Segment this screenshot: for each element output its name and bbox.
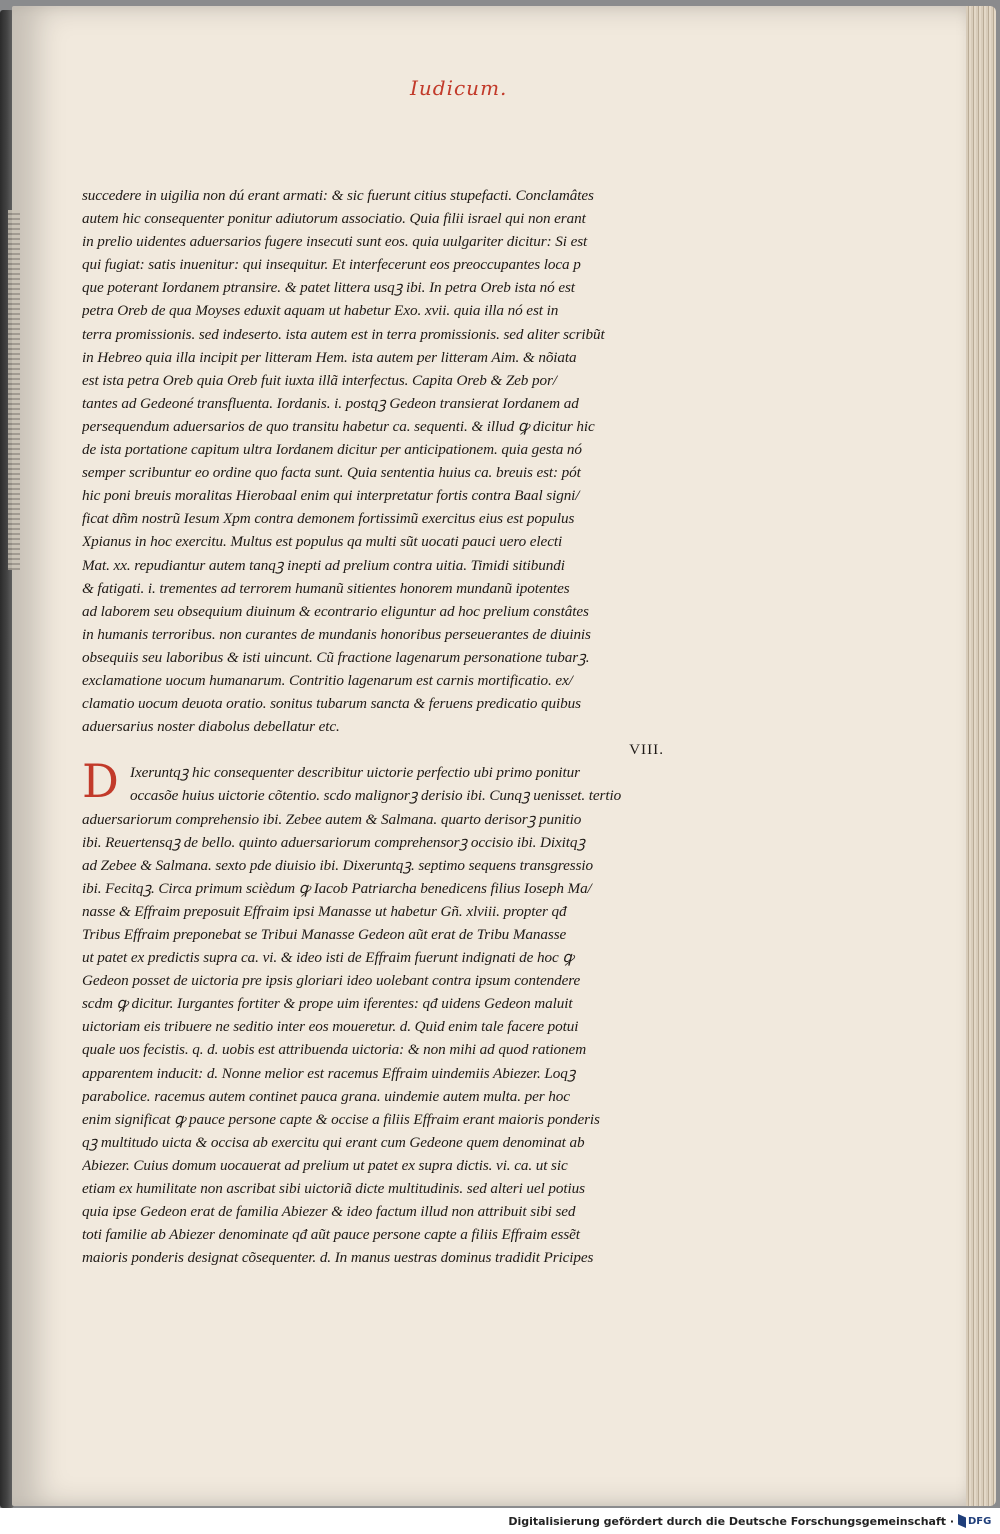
dfg-logo-text: DFG — [968, 1515, 992, 1527]
text-line: apparentem inducit: d. Nonne melior est racemus Effraim uindemiis Abiezer. Loqꝫ — [82, 1064, 576, 1082]
page-stack-edge — [966, 6, 996, 1506]
text-line: exclamatione uocum humanarum. Contritio lagenarum est carnis mortificatio. ex/ — [82, 671, 573, 689]
text-line: ibi. Fecitqꝫ. Circa primum scièdum ꝙ Iacob Patriarcha benedicens filius Ioseph Ma/ — [82, 879, 592, 897]
text-line: quale uos fecistis. q. d. uobis est attribuenda uictoria: & non mihi ad quod rationem — [82, 1041, 587, 1059]
text-line: succedere in uigilia non dú erant armati: & sic fuerunt citius stupefacti. Conclamâtes — [82, 187, 594, 204]
chapter-paragraph — [82, 808, 712, 1270]
text-line: aduersariorum comprehensio ibi. Zebee autem & Salmana. quarto derisorꝫ punitio — [82, 810, 582, 828]
running-head: Iudicum. — [410, 76, 508, 100]
text-line: ficat dñm nostrũ Iesum Xpm contra demonem fortissimũ exercitus eius est populus — [82, 510, 575, 528]
text-line: ad laborem seu obsequium diuinum & econtrario eliguntur ad hoc prelium constâtes — [82, 602, 589, 620]
text-line: que poterant Iordanem ptransire. & patet littera usqꝫ ibi. In petra Oreb ista nó est — [82, 279, 575, 297]
commentary-paragraph — [82, 184, 712, 738]
dfg-mark-icon — [958, 1514, 966, 1528]
text-line: autem hic consequenter ponitur adiutorum associatio. Quia filii israel qui non erant — [82, 210, 586, 228]
text-line: toti familie ab Abiezer denominate qđ aũt pauce persone capte a filiis Effraim essẽt — [82, 1226, 580, 1244]
text-line: Ixeruntqꝫ hic consequenter describitur uictorie perfectio ubi primo ponitur — [130, 764, 580, 782]
chapter-number: VIII. — [629, 741, 664, 759]
text-line: Xpianus in hoc exercitu. Multus est populus qa multi sũt uocati pauci uero electi — [82, 533, 563, 551]
text-line: parabolice. racemus autem continet pauca grana. uindemie autem multa. per hoc — [82, 1087, 570, 1105]
text-line: tantes ad Gedeoné transfluenta. Iordanis. i. postqꝫ Gedeon transierat Iordanem ad — [82, 394, 579, 412]
text-line: semper scribuntur eo ordine quo facta sunt. Quia sententia huius ca. breuis est: pót — [82, 464, 581, 482]
opposite-page-edge — [8, 210, 20, 570]
text-line: enim significat ꝙ pauce persone capte & occise a filiis Effraim erant maioris ponderis — [82, 1110, 600, 1128]
text-line: ibi. Reuertensqꝫ de bello. quinto aduersariorum comprehensorꝫ occisio ibi. Dixitqꝫ — [82, 833, 585, 851]
text-line: & fatigati. i. trementes ad terrorem humanũ sitientes honorem mundanũ ipotentes — [82, 579, 570, 597]
text-line: qui fugiat: satis inuenitur: qui insequitur. Et interfecerunt eos preoccupantes loca p — [82, 256, 581, 274]
text-line: occasõe huius uictorie cõtentio. scdo malignorꝫ derisio ibi. Cunqꝫ uenisset. tertio — [130, 787, 622, 805]
text-line: Gedeon posset de uictoria pre ipsis gloriari ideo uolebant contra ipsum contendere — [82, 972, 581, 990]
text-line: clamatio uocum deuota oratio. sonitus tubarum sancta & feruens predicatio quibus — [82, 695, 581, 713]
text-line: uictoriam eis tribuere ne seditio inter eos moueretur. d. Quid enim tale facere potui — [82, 1018, 579, 1036]
main-text-block — [82, 184, 712, 1269]
text-line: in prelio uidentes aduersarios fugere insecuti sunt eos. quia uulgariter dicitur: Si est — [82, 233, 588, 251]
text-line: Tribus Effraim preponebat se Tribui Manasse Gedeon aũt erat de Tribu Manasse — [82, 926, 567, 943]
text-line: obsequiis seu laboribus & isti uincunt. Cũ fractione lagenarum personatione tubarꝫ. — [82, 648, 590, 666]
text-line: petra Oreb de qua Moyses eduxit aquam ut habetur Exo. xvii. quia illa nó est in — [82, 302, 559, 320]
text-line: in humanis terroribus. non curantes de mundanis honoribus perseuerantes de diuinis — [82, 625, 591, 643]
text-line: scdm ꝙ dicitur. Iurgantes fortiter & prope uim iferentes: qđ uidens Gedeon maluit — [82, 995, 573, 1013]
rubricated-initial: D — [82, 754, 119, 809]
text-line: ad Zebee & Salmana. sexto pde diuisio ibi. Dixeruntqꝫ. septimo sequens transgressio — [82, 856, 594, 874]
text-line: aduersarius noster diabolus debellatur etc. — [82, 718, 340, 736]
text-line: Mat. xx. repudiantur autem tanqꝫ inepti ad prelium contra uitia. Timidi sitibundi — [82, 556, 565, 574]
text-line: ut patet ex predictis supra ca. vi. & ideo isti de Effraim fuerunt indignati de hoc ꝙ — [82, 949, 574, 967]
text-line: in Hebreo quia illa incipit per litteram Hem. ista autem per litteram Aim. & nõiata — [82, 348, 577, 366]
text-line: qꝫ multitudo uicta & occisa ab exercitu qui erant cum Gedeone quem denominat ab — [82, 1133, 585, 1151]
text-line: de ista portatione capitum ultra Iordanem dicitur per anticipationem. quia gesta nó — [82, 441, 582, 459]
text-line: maioris ponderis designat cõsequenter. d. In manus uestras dominus tradidit Pricipes — [82, 1249, 594, 1267]
chapter-start — [82, 754, 712, 809]
text-line: Abiezer. Cuius domum uocauerat ad prelium ut patet ex supra dictis. vi. ca. ut sic — [82, 1156, 568, 1174]
dfg-logo — [958, 1512, 992, 1530]
text-line: etiam ex humilitate non ascribat sibi uictoriã dicte multitudinis. sed alteri uel potius — [82, 1180, 585, 1198]
text-line: nasse & Effraim preposuit Effraim ipsi Manasse ut habetur Gñ. xlviii. propter qđ — [82, 902, 567, 920]
text-line: hic poni breuis moralitas Hierobaal enim qui interpretatur fortis contra Baal signi/ — [82, 487, 580, 505]
text-line: terra promissionis. sed indeserto. ista autem est in terra promissionis. sed aliter scribũt — [82, 325, 605, 343]
text-line: est ista petra Oreb quia Oreb fuit iuxta illã interfectus. Capita Oreb & Zeb por/ — [82, 371, 557, 389]
text-line: persequendum aduersarios de quo transitu habetur ca. sequenti. & illud ꝙ dicitur hic — [82, 417, 595, 435]
funding-credit: Digitalisierung gefördert durch die Deutsche Forschungsgemeinschaft · — [508, 1515, 954, 1528]
text-line: quia ipse Gedeon erat de familia Abiezer & ideo factum illud non attribuit sibi sed — [82, 1203, 576, 1221]
